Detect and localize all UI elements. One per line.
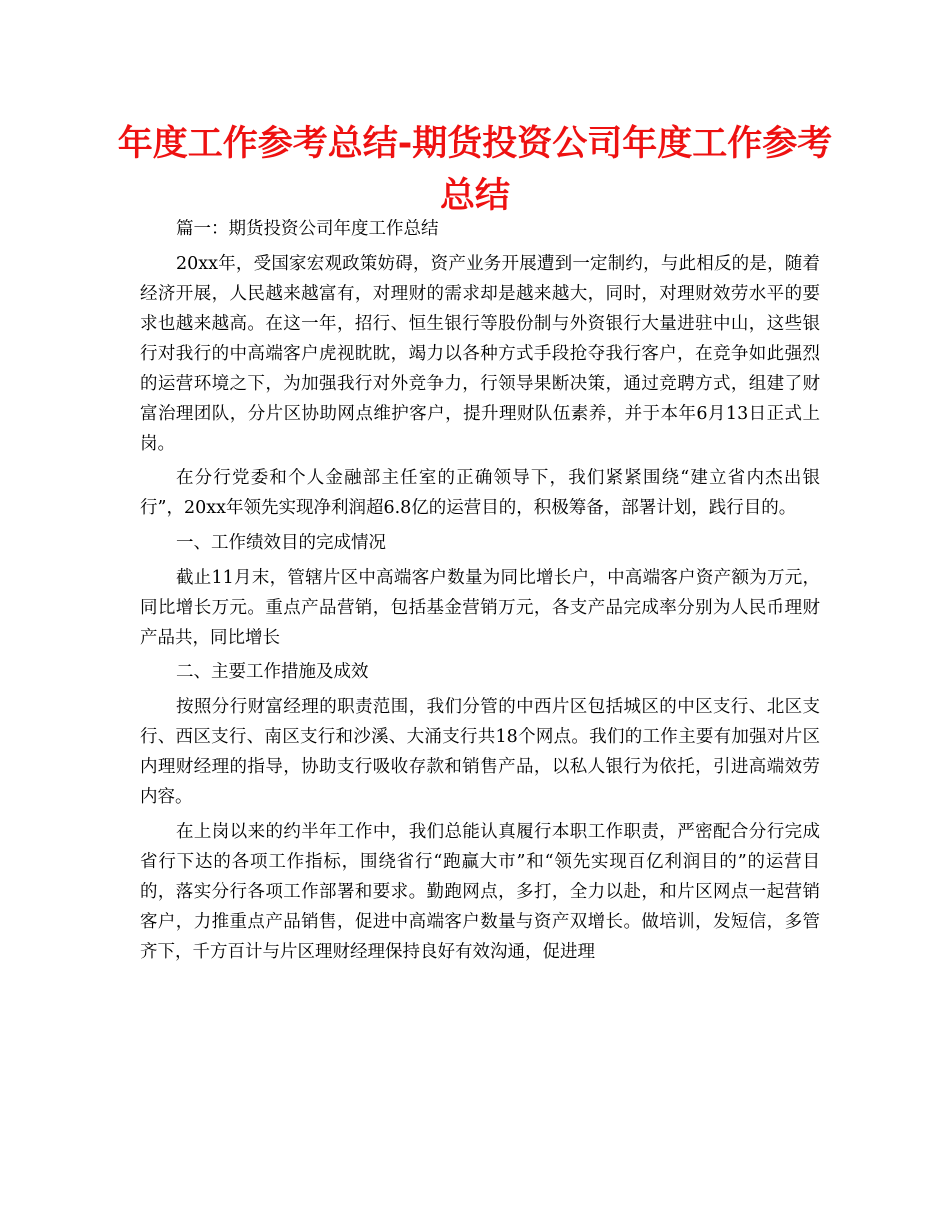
section-label: 篇一：期货投资公司年度工作总结: [176, 219, 439, 239]
section-heading: 一、工作绩效目的完成情况: [176, 533, 386, 554]
document-title: 年度工作参考总结-期货投资公司年度工作参考总结: [117, 124, 833, 216]
paragraph: 截止11月末，管辖片区中高端客户数量为同比增长户，中高端客户资产额为万元，同比增长万元。重点产品营销，包括基金营销万元，各支产品完成率分别为人民币理财产品共，同比增长: [140, 567, 820, 648]
paragraph: 20xx年，受国家宏观政策妨碍，资产业务开展遭到一定制约，与此相反的是，随着经济开展，人民越来越富有，对理财的需求却是越来越大，同时，对理财效劳水平的要求也越来越高。在这一年，招行、恒生银行等股份制与外资银行大量进驻中山，这些银行对我行的中高端客户虎视眈眈，竭力以各种方式手段抢夺我行客户，在竞争如此强烈的运营环境之下，为加强我行对外竞争力，行领导果断决策，通过竞聘方式，组建了财富治理团队，分片区协助网点维护客户，提升理财队伍素养，并于本年6月13日正式上岗。: [140, 253, 820, 454]
section-heading: 二、主要工作措施及成效: [176, 662, 369, 683]
document-body: [140, 214, 820, 972]
paragraph: 在上岗以来的约半年工作中，我们总能认真履行本职工作职责，严密配合分行完成省行下达的各项工作指标，围绕省行“跑赢大市”和“领先实现百亿利润目的”的运营目的，落实分行各项工作部署和要求。勤跑网点，多打，全力以赴，和片区网点一起营销客户，力推重点产品销售，促进中高端客户数量与资产双增长。做培训，发短信，多管齐下，千方百计与片区理财经理保持良好有效沟通，促进理: [140, 821, 820, 962]
paragraph: 按照分行财富经理的职责范围，我们分管的中西片区包括城区的中区支行、北区支行、西区支行、南区支行和沙溪、大涌支行共18个网点。我们的工作主要有加强对片区内理财经理的指导，协助支行吸收存款和销售产品，以私人银行为依托，引进高端效劳内容。: [140, 697, 820, 808]
paragraph: 在分行党委和个人金融部主任室的正确领导下，我们紧紧围绕“建立省内杰出银行”，20xx年领先实现净利润超6.8亿的运营目的，积极筹备，部署计划，践行目的。: [140, 468, 820, 519]
